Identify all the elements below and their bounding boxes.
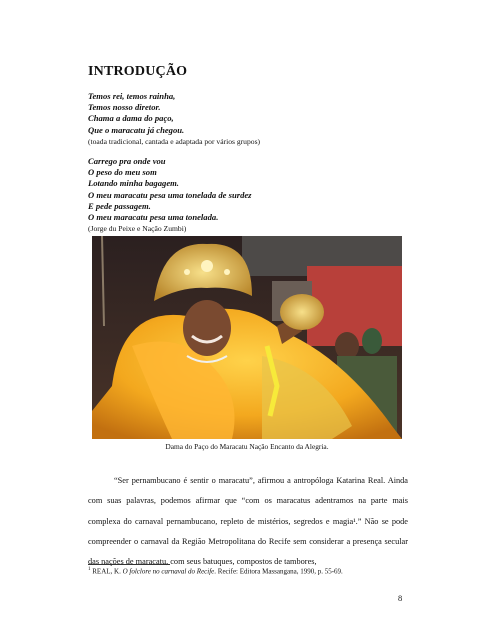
footnote-separator — [88, 564, 170, 565]
verse-line: E pede passagem. — [88, 200, 151, 211]
footnote — [88, 567, 343, 575]
photo-illustration — [92, 236, 402, 439]
footnote-number: 1 — [88, 567, 91, 572]
body-paragraph — [88, 471, 408, 572]
photo-caption: Dama do Paço do Maracatu Nação Encanto da Alegria. — [165, 442, 329, 451]
verse-line: Que o maracatu já chegou. — [88, 124, 185, 135]
verse-line: Lotando minha bagagem. — [88, 178, 179, 189]
verse-line: Carrego pra onde vou — [88, 156, 166, 166]
epigraph-verse-1 — [88, 91, 260, 147]
verse-line: O peso do meu som — [88, 167, 157, 178]
footnote-title: O folclore no carnaval do Recife — [122, 567, 215, 576]
verse-line: Temos nosso diretor. — [88, 102, 161, 113]
epigraph-verse-2 — [88, 156, 252, 234]
verse-line: Chama a dama do paço, — [88, 113, 174, 124]
footnote-author: REAL, K. — [92, 567, 123, 576]
footnote-rest: . Recife: Editora Massangana, 1990, p. 55-69. — [214, 567, 343, 576]
verse-line: O meu maracatu pesa uma tonelada. — [88, 212, 219, 223]
verse-source: (Jorge du Peixe e Nação Zumbi) — [88, 224, 187, 234]
photo-dama-do-paco — [92, 236, 402, 439]
paragraph-text: “Ser pernambucano é sentir o maracatu”, afirmou a antropóloga Katarina Real. Ainda com suas palavras, podemos afirmar que “com os maracatus adentramos na parte mais complexa do carnaval pernambucano, repleto de mistérios, segredos e magia¹.” Não se pode compreender o carnaval da Região Metropolitana do Recife sem considerar a presença secular das nações de maracatu, com seus batuques, compostos de tambores, — [88, 476, 408, 567]
verse-source: (toada tradicional, cantada e adaptada por vários grupos) — [88, 136, 261, 146]
verse-line: Temos rei, temos rainha, — [88, 91, 176, 101]
page-number: 8 — [398, 594, 403, 603]
section-heading: INTRODUÇÃO — [88, 64, 188, 79]
verse-line: O meu maracatu pesa uma tonelada de surdez — [88, 189, 252, 200]
